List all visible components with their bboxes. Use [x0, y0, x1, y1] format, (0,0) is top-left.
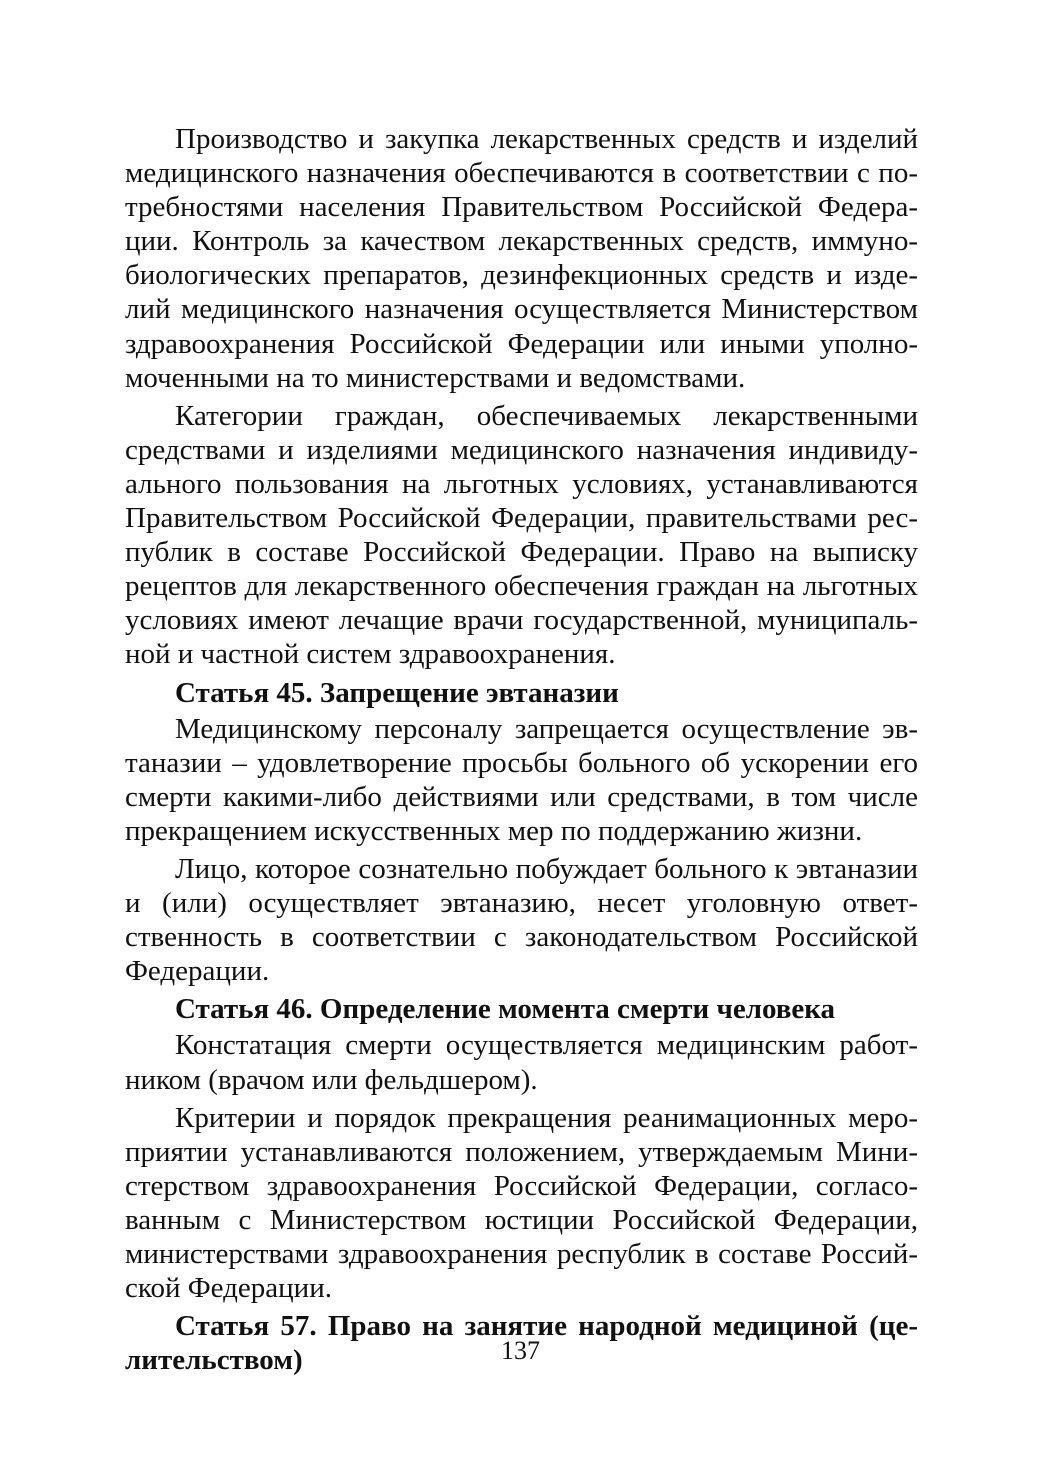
heading-article-57: Статья 57. Право на занятие народной медициной (целительством): [125, 1310, 918, 1377]
document-page: [125, 122, 918, 1379]
heading-article-46: Статья 46. Определение момента смерти человека: [175, 993, 836, 1026]
paragraph-euthanasia-ban: Медицинскому персоналу запрещается осуществление эвтаназии – удовлетворение просьбы больного об ускорении его смерти какими-либо действиями или средствами, в том числе прекращением искусственных мер по поддержанию жизни.: [125, 712, 918, 847]
heading-article-45: Статья 45. Запрещение эвтаназии: [175, 676, 619, 709]
paragraph-preferential-categories: Категории граждан, обеспечиваемых лекарственными средствами и изделиями медицинского назначения индивидуального пользования на льготных условиях, устанавливаются Правительством Российской Федерации, правительствами республик в составе Российской Федерации. Право на выписку рецептов для лекарственного обеспечения граждан на льготных условиях имеют лечащие врачи государственной, муниципальной и частной систем здравоохранения.: [125, 399, 918, 671]
paragraph-resuscitation-criteria: Критерии и порядок прекращения реанимационных мероприятии устанавливаются положением, утверждаемым Министерством здравоохранения Российской Федерации, согласованным с Министерством юстиции Российской Федерации, министерствами здравоохранения республик в составе Российской Федерации.: [125, 1101, 918, 1305]
paragraph-euthanasia-liability: Лицо, которое сознательно побуждает больного к эвтаназии и (или) осуществляет эвтаназию, несет уголовную ответственность в соответствии с законодательством Российской Федерации.: [125, 852, 918, 988]
paragraph-drug-production: Производство и закупка лекарственных средств и изделий медицинского назначения обеспечиваются в соответствии с потребностями населения Правительством Российской Федерации. Контроль за качеством лекарственных средств, иммунобиологических препаратов, дезинфекционных средств и изделий медицинского назначения осуществляется Министерством здравоохранения Российской Федерации или иными уполномоченными на то министерствами и ведомствами.: [125, 123, 918, 394]
page-number: 137: [501, 1336, 540, 1365]
paragraph-death-confirmation: Констатация смерти осуществляется медицинским работником (врачом или фельдшером).: [125, 1029, 918, 1096]
